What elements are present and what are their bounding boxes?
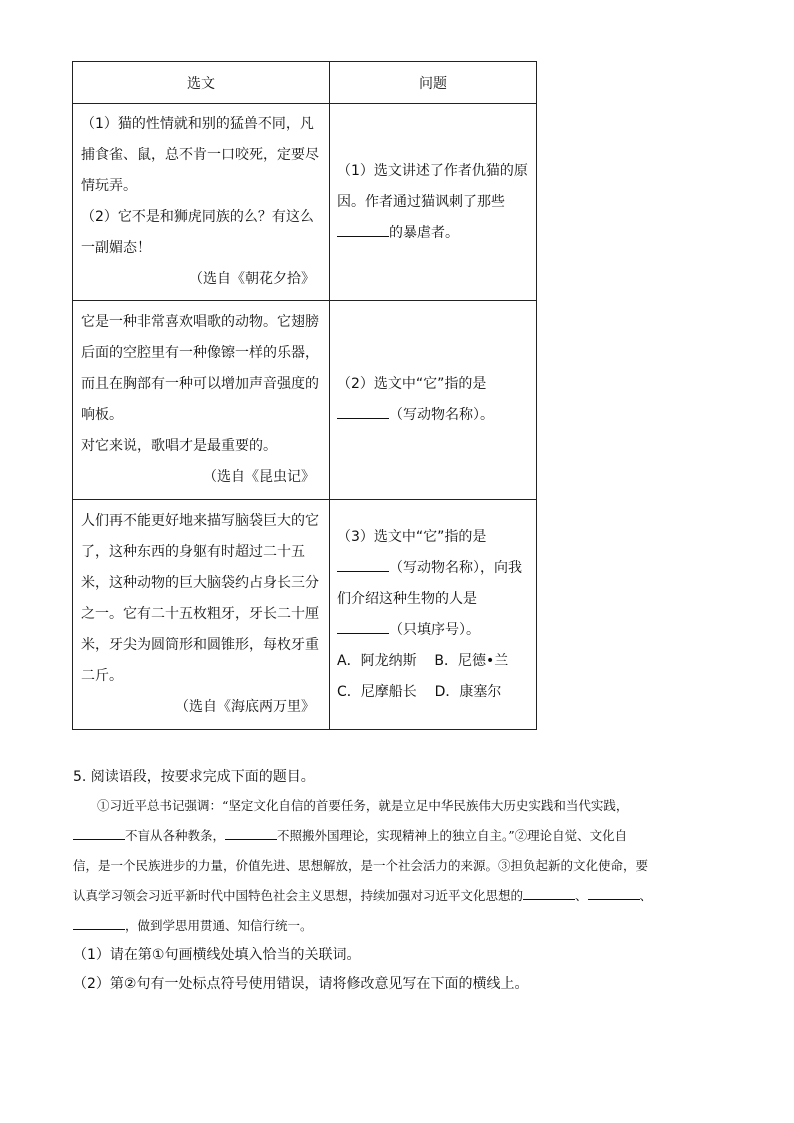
excerpt-line: 情玩弄。 bbox=[81, 178, 137, 194]
question-line bbox=[337, 553, 529, 584]
question-heading: 5. 阅读语段，按要求完成下面的题目。 bbox=[73, 769, 315, 785]
excerpt-cell bbox=[73, 104, 330, 301]
excerpt-line: 捕食雀、鼠，总不肯一口咬死，定要尽 bbox=[81, 147, 319, 163]
option-row bbox=[337, 677, 529, 708]
excerpt-line: 对它来说，歌唱才是最重要的。 bbox=[81, 438, 277, 454]
excerpt-line: 米，这种动物的巨大脑袋约占身长三分 bbox=[81, 575, 319, 591]
table-row bbox=[73, 500, 537, 730]
passage-line bbox=[73, 881, 733, 911]
header-excerpt: 选文 bbox=[73, 62, 330, 104]
header-question: 问题 bbox=[330, 62, 537, 104]
excerpt-line: 它是一种非常喜欢唱歌的动物。它翅膀 bbox=[81, 314, 319, 330]
question-line: 因。作者通过猫讽刺了那些 bbox=[337, 193, 505, 210]
answer-blank[interactable] bbox=[73, 823, 125, 840]
excerpt-line: 之一。它有二十五枚粗牙，牙长二十厘 bbox=[81, 606, 319, 622]
separator: 、 bbox=[639, 888, 653, 903]
passage-line bbox=[73, 821, 733, 851]
excerpt-line: 二斤。 bbox=[81, 668, 123, 684]
question-line: （2）选文中“它”指的是 bbox=[337, 376, 487, 392]
question-text: （只填序号）。 bbox=[389, 621, 480, 638]
excerpt-line: （1）猫的性情就和别的猛兽不同，凡 bbox=[81, 116, 314, 132]
excerpt-line: 而且在胸部有一种可以增加声音强度的 bbox=[81, 376, 319, 392]
excerpt-line: 后面的空腔里有一种像镲一样的乐器， bbox=[81, 345, 319, 361]
question-line bbox=[337, 400, 529, 431]
excerpt-source: （选自《朝花夕拾》 bbox=[189, 271, 315, 287]
question-cell bbox=[330, 301, 537, 500]
answer-blank[interactable] bbox=[73, 913, 125, 930]
excerpt-source: （选自《海底两万里》 bbox=[175, 699, 315, 715]
excerpt-line: 米，牙尖为圆筒形和圆锥形，每枚牙重 bbox=[81, 637, 319, 653]
question-cell bbox=[330, 500, 537, 730]
option-d[interactable]: D．康塞尔 bbox=[434, 683, 502, 700]
passage-line: 信，是一个民族进步的力量，价值先进、思想解放，是一个社会活力的来源。③担负起新的文化使命，要 bbox=[73, 858, 649, 873]
passage-text: 认真学习领会习近平新时代中国特色社会主义思想，持续加强对习近平文化思想的 bbox=[73, 888, 524, 903]
option-a[interactable]: A．阿龙纳斯 bbox=[337, 652, 417, 669]
question-5 bbox=[73, 765, 733, 999]
excerpt-line: 了，这种东西的身躯有时超过二十五 bbox=[81, 544, 305, 560]
question-line: （1）选文讲述了作者仇猫的原 bbox=[337, 162, 528, 179]
passage-line bbox=[73, 911, 733, 941]
option-row bbox=[337, 646, 529, 677]
passage-text: 不照搬外国理论，实现精神上的独立自主。”②理论自觉、文化自 bbox=[277, 828, 628, 843]
table-row bbox=[73, 301, 537, 500]
answer-blank[interactable] bbox=[588, 883, 640, 900]
excerpt-line: 人们再不能更好地来描写脑袋巨大的它 bbox=[81, 513, 319, 529]
answer-blank[interactable] bbox=[225, 823, 277, 840]
sub-question-1: （1）请在第①句画横线处填入恰当的关联词。 bbox=[73, 947, 361, 963]
separator: 、 bbox=[575, 888, 588, 903]
excerpt-source: （选自《昆虫记》 bbox=[203, 469, 315, 485]
question-line: 们介绍这种生物的人是 bbox=[337, 590, 477, 607]
reading-table bbox=[72, 61, 537, 730]
excerpt-line: 响板。 bbox=[81, 407, 123, 423]
question-line: （3）选文中“它”指的是 bbox=[337, 528, 487, 545]
excerpt-cell bbox=[73, 301, 330, 500]
passage-text: ，做到学思用贯通、知信行统一。 bbox=[125, 918, 313, 933]
answer-blank[interactable] bbox=[337, 400, 389, 419]
excerpt-line: 一副媚态！ bbox=[81, 240, 151, 256]
question-line bbox=[337, 218, 529, 249]
question-text: （写动物名称）。 bbox=[389, 407, 494, 423]
answer-blank[interactable] bbox=[523, 883, 575, 900]
question-text: 的暴虐者。 bbox=[389, 224, 459, 241]
passage-line: ①习近平总书记强调：“坚定文化自信的首要任务，就是立足中华民族伟大历史实践和当代实践， bbox=[97, 798, 629, 813]
question-line bbox=[337, 615, 529, 646]
excerpt-cell bbox=[73, 500, 330, 730]
table-row bbox=[73, 104, 537, 301]
answer-blank[interactable] bbox=[337, 218, 389, 237]
sub-question-2: （2）第②句有一处标点符号使用错误，请将修改意见写在下面的横线上。 bbox=[73, 976, 529, 992]
excerpt-line: （2）它不是和狮虎同族的么？有这么 bbox=[81, 209, 314, 225]
option-c[interactable]: C．尼摩船长 bbox=[337, 683, 417, 700]
passage bbox=[73, 791, 733, 941]
answer-blank[interactable] bbox=[337, 553, 389, 572]
answer-blank[interactable] bbox=[337, 615, 389, 634]
table-header-row bbox=[73, 62, 537, 104]
option-b[interactable]: B．尼德•兰 bbox=[434, 652, 509, 669]
question-text: （写动物名称），向我 bbox=[389, 559, 522, 576]
passage-text: 不盲从各种教条， bbox=[125, 828, 226, 843]
question-cell bbox=[330, 104, 537, 301]
